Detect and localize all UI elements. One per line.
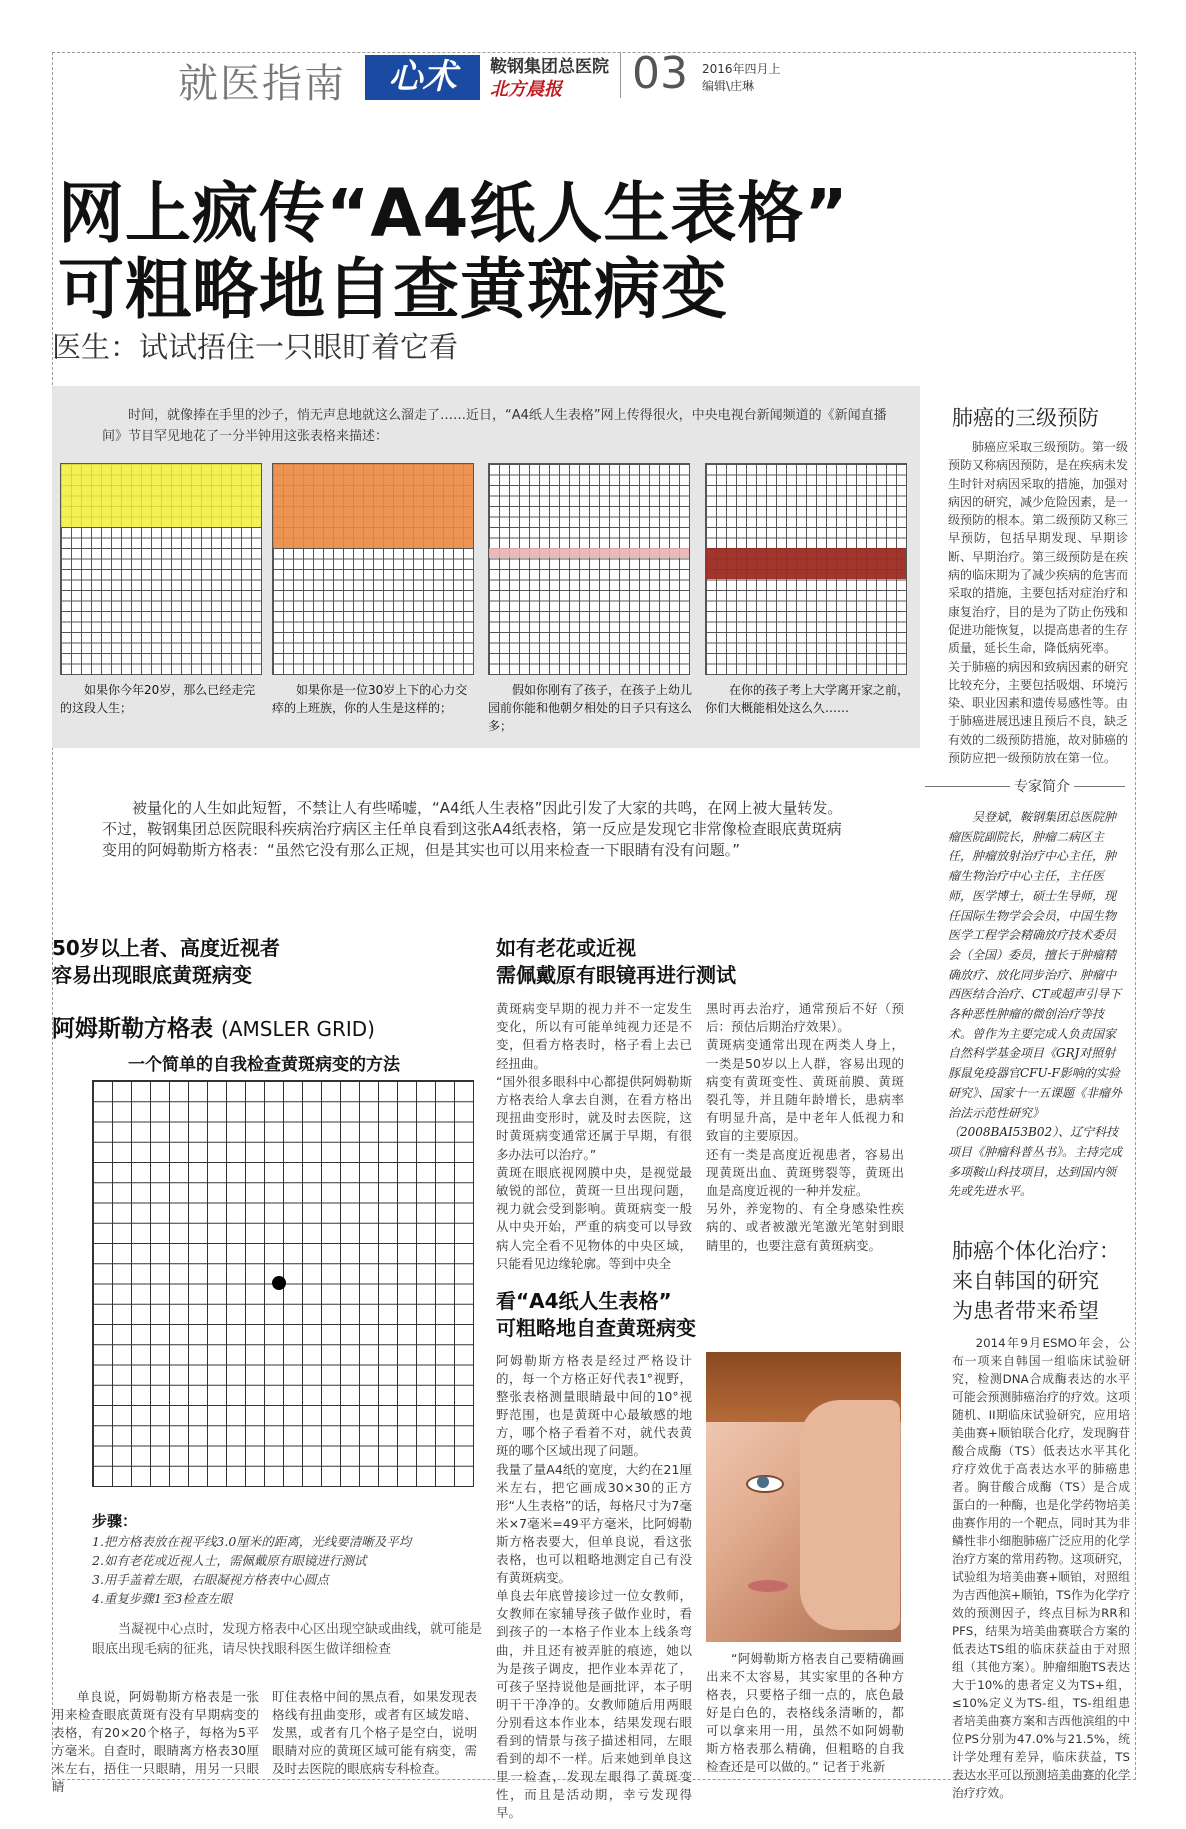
section-b-line1: 如有老花或近视 — [496, 936, 636, 960]
expert-bio: 吴登斌，鞍钢集团总医院肿瘤医院副院长，肿瘤二病区主任，肿瘤放射治疗中心主任，肿瘤生物治疗中心主任，主任医师，医学博士，硕士生导师，现任国际生物学会会员，中国生物医学工程学会精确放疗技术委员会（全国）委员，擅长于肿瘤精确放疗、放化同步治疗、肿瘤中西医结合治疗、CT或超声引导下各种恶性肿瘤的微创治疗等技术。曾作为主要完成人负责国家自然科学基金项目《GRJ对照射豚鼠免疫器官CFU-F影响的实验研究》、国家十一五课题《非瘤外治法示范性研究》（2008BAI53B02）、辽宁科技项目《肿瘤科普丛书》。主持完成多项鞍山科技项目，达到国内领先或先进水平。 — [948, 810, 1123, 1199]
amsler-center-dot — [272, 1276, 286, 1290]
life-grid-4 — [705, 463, 907, 675]
intro-text: 时间，就像捧在手里的沙子，悄无声息地就这么溜走了……近日，“A4纸人生表格”网上传得很火，中央电视台新闻频道的《新闻直播间》节目罕见地花了一分半钟用这张表格来描述： — [102, 408, 887, 444]
photo-caption: “阿姆勒斯方格表自己要精确画出来不太容易，其实家里的各种方格表，只要格子细一点的，底色最好是白色的，表格线条清晰的，都可以拿来用一用，虽然不如阿姆勒斯方格表那么精确，但粗略的自我检查还是可以做的。” 记者于兆新 — [706, 1651, 904, 1774]
section-b-heading — [496, 935, 736, 989]
section-c-heading — [496, 1288, 696, 1342]
sidebar-treatment-title — [952, 1236, 1120, 1326]
life-grid-2 — [272, 463, 474, 675]
life-grid-3 — [488, 463, 690, 675]
grid-2-fill — [273, 464, 473, 548]
col-a-bottom-text: 单良说，阿姆勒斯方格表是一张用来检查眼底黄斑有没有早期病变的表格，有20×20个格子，每格为5平方毫米。自查时，眼睛离方格表30厘米左右，捂住一只眼睛，用另一只眼睛 — [52, 1689, 259, 1794]
steps-title: 步骤： — [92, 1512, 138, 1530]
sidebar-treatment-text: 2014年9月ESMO年会，公布一项来自韩国一组临床试验研究，检测DNA合成酶表达的水平可能会预测肺癌治疗的疗效。这项随机、II期临床试验研究，应用培美曲赛+顺铂联合化疗，发现胸苷酸合成酶（TS）低表达水平其化疗疗效优于高表达水平的肺癌患者。胸苷酸合成酶（TS）是合成蛋白的一种酶，也是化学药物培美曲赛作用的一个靶点，同时其为非鳞性非小细胞肺癌广泛应用的化学治疗方案的常用药物。这项研究，试验组为培美曲赛+顺铂，对照组为吉西他滨+顺铂，TS作为化学疗效的预测因子，终点目标为RR和PFS，结果为培美曲赛联合方案的低表达TS组的临床获益由于对照组（其他方案）。肿瘤细胞TS表达大于10%的患者定义为TS+组，≤10%定义为TS-组，TS-组组患者培美曲赛方案和吉西他滨组的中位PS分别为47.0%与21.5%，统计学处理有差异，临床获益，TS表达水平可以预测培美曲赛的化学治疗疗效。 — [952, 1336, 1130, 1800]
life-grid-1 — [60, 463, 262, 675]
grid-4-fill — [706, 548, 906, 579]
step-item: 4.重复步骤1至3检查左眼 — [92, 1591, 233, 1606]
amsler-title — [52, 1010, 375, 1043]
hospital-name: 鞍钢集团总医院 — [490, 57, 609, 77]
page-number: 03 — [632, 48, 688, 99]
step-item: 3.用手盖着左眼，右眼凝视方格表中心圆点 — [92, 1572, 329, 1587]
newspaper-name: 北方晨报 — [490, 79, 562, 100]
col-e-text: 阿姆勒斯方格表是经过严格设计的，每一个方格正好代表1°视野，整张表格测量眼睛最中间的10°视野范围，也是黄斑中心最敏感的地方，哪个格子看着不对，就代表黄斑的哪个区域出现了问题。 我量了量A4纸的宽度，大约在21厘米左右，把它画成30×30的正方形“人生表格”的话，每格尺寸为7毫米×7毫米=49平方毫米，比阿姆勒斯方格表要大，但单良说，看这张表格，也可以粗略地测定自己有没有黄斑病变。 单良去年底曾接诊过一位女教师，女教师在家辅导孩子做作业时，看到孩子的一本格子作业本上线条弯曲，并且还有被弄脏的痕迹，她以为是孩子调皮，把作业本弄花了，可孩子坚持说他是画批评，本子明明干干净净的。女教师随后用两眼分别看这本作业本，结果发现右眼看到的情景与孩子描述相同，左眼看到的却不一样。后来她到单良这里一检查，发现左眼得了黄斑变性，而且是活动期，幸亏发现得早。 — [496, 1353, 692, 1821]
section-c-line1: 看“A4纸人生表格” — [496, 1289, 672, 1313]
column-logo: 心术 — [365, 55, 480, 100]
grid-caption-4: 在你的孩子考上大学离开家之前，你们大概能相处这么久…… — [705, 683, 910, 715]
photo-pupil — [757, 1476, 769, 1488]
grid-caption-3: 假如你刚有了孩子，在孩子上幼儿园前你能和他朝夕相处的日子只有这么多； — [488, 683, 693, 733]
section-label: 就医指南 — [178, 61, 346, 107]
amsler-subtitle: 一个简单的自我检查黄斑病变的方法 — [128, 1055, 400, 1075]
sidebar-prevention-title: 肺癌的三级预防 — [952, 406, 1099, 430]
headline-line1: 网上疯传“A4纸人生表格” — [58, 175, 849, 252]
sidebar-treatment-line3: 为患者带来希望 — [952, 1299, 1099, 1323]
step-item: 1.把方格表放在视平线3.0厘米的距离，光线要清晰及平均 — [92, 1534, 412, 1549]
step-item: 2.如有老花或近视人士，需佩戴原有眼镜进行测试 — [92, 1553, 367, 1568]
headline-subtitle: 医生：试试捂住一只眼盯着它看 — [52, 330, 459, 364]
headline-line2: 可粗略地自查黄斑病变 — [58, 251, 728, 328]
issue-date: 2016年四月上 — [702, 62, 781, 76]
col-d-text: 黑时再去治疗，通常预后不好（预后：预估后期治疗效果）。 黄斑病变通常出现在两类人身上，一类是50岁以上人群，容易出现的病变有黄斑变性、黄斑前膜、黄斑裂孔等，并且随年龄增长，患病率有明显升高，是中老年人低视力和致盲的主要原因。 还有一类是高度近视患者，容易出现黄斑出血、黄斑劈裂等，黄斑出血是高度近视的一种并发症。 另外，养宠物的、有全身感染性疾病的、或者被激光笔激光笔射到眼睛里的，也要注意有黄斑病变。 — [706, 1001, 904, 1253]
sidebar-treatment-line1: 肺癌个体化治疗： — [952, 1239, 1120, 1263]
grid-caption-2: 如果你是一位30岁上下的心力交瘁的上班族，你的人生是这样的； — [272, 683, 468, 715]
amsler-note: 当凝视中心点时，发现方格表中心区出现空缺或曲线，就可能是眼底出现毛病的征兆，请尽快找眼科医生做详细检查 — [92, 1622, 483, 1657]
grid-caption-1: 如果你今年20岁，那么已经走完的这段人生； — [60, 683, 256, 715]
expert-title: 专家简介 — [1010, 776, 1074, 796]
grid-3-fill — [489, 548, 689, 558]
section-a-line2: 容易出现眼底黄斑病变 — [52, 963, 252, 987]
amsler-title-cn: 阿姆斯勒方格表 — [52, 1016, 213, 1042]
amsler-title-en: (AMSLER GRID) — [221, 1017, 375, 1041]
grid-1-fill — [61, 464, 261, 527]
section-b-line2: 需佩戴原有眼镜再进行测试 — [496, 963, 736, 987]
header-divider — [620, 52, 621, 98]
photo-hand — [800, 1400, 900, 1630]
section-a-line1: 50岁以上者、高度近视者 — [52, 936, 280, 960]
section-a-heading — [52, 935, 280, 989]
col-b-bottom-text: 盯住表格中间的黑点看，如果发现表格线有扭曲变形，或者有区域发暗、发黑，或者有几个格子是空白，说明眼睛对应的黄斑区域可能有病变，需及时去医院的眼底病专科检查。 — [272, 1689, 477, 1776]
sidebar-treatment-line2: 来自韩国的研究 — [952, 1269, 1099, 1293]
sidebar-prevention-text: 肺癌应采取三级预防。第一级预防又称病因预防，是在疾病未发生时针对病因采取的措施，加强对病因的研究，减少危险因素，是一级预防的根本。第二级预防又称三早预防，包括早期发现、早期诊断、早期治疗。第三级预防是在疾病的临床期为了减少疾病的危害而采取的措施，主要包括对症治疗和康复治疗，目的是为了防止伤残和促进功能恢复，以提高患者的生存质量，延长生命，降低病死率。 关于肺癌的病因和致病因素的研究比较充分，主要包括吸烟、环境污染、职业因素和遗传易感性等。由于肺癌进展迅速且预后不良，缺乏有效的二级预防措施，故对肺癌的预防应把一级预防放在第一位。 — [948, 440, 1129, 766]
col-c-text: 黄斑病变早期的视力并不一定发生变化，所以有可能单纯视力还是不变，但看方格表时，格子看上去已经扭曲。 “国外很多眼科中心都提供阿姆勒斯方格表给人拿去自测，在看方格出现扭曲变形时，就及时去医院，这时黄斑病变通常还属于早期，有很多办法可以治疗。” 黄斑在眼底视网膜中央，是视觉最敏锐的部位，黄斑一旦出现问题，视力就会受到影响。黄斑病变一般从中央开始，严重的病变可以导致病人完全看不见物体的中央区域，只能看见边缘轮廓。等到中央全 — [496, 1001, 692, 1271]
editor-credit: 编辑\庄琳 — [702, 79, 755, 93]
section-c-line2: 可粗略地自查黄斑病变 — [496, 1316, 696, 1340]
lead-paragraph: 被量化的人生如此短暂，不禁让人有些唏嘘，“A4纸人生表格”因此引发了大家的共鸣，在网上被大量转发。不过，鞍钢集团总医院眼科疾病治疗病区主任单良看到这张A4纸表格，第一反应是发现它非常像检查眼底黄斑病变用的阿姆勒斯方格表：“虽然它没有那么正规，但是其实也可以用来检查一下眼睛有没有问题。” — [102, 799, 843, 859]
photo-lips — [748, 1580, 788, 1592]
